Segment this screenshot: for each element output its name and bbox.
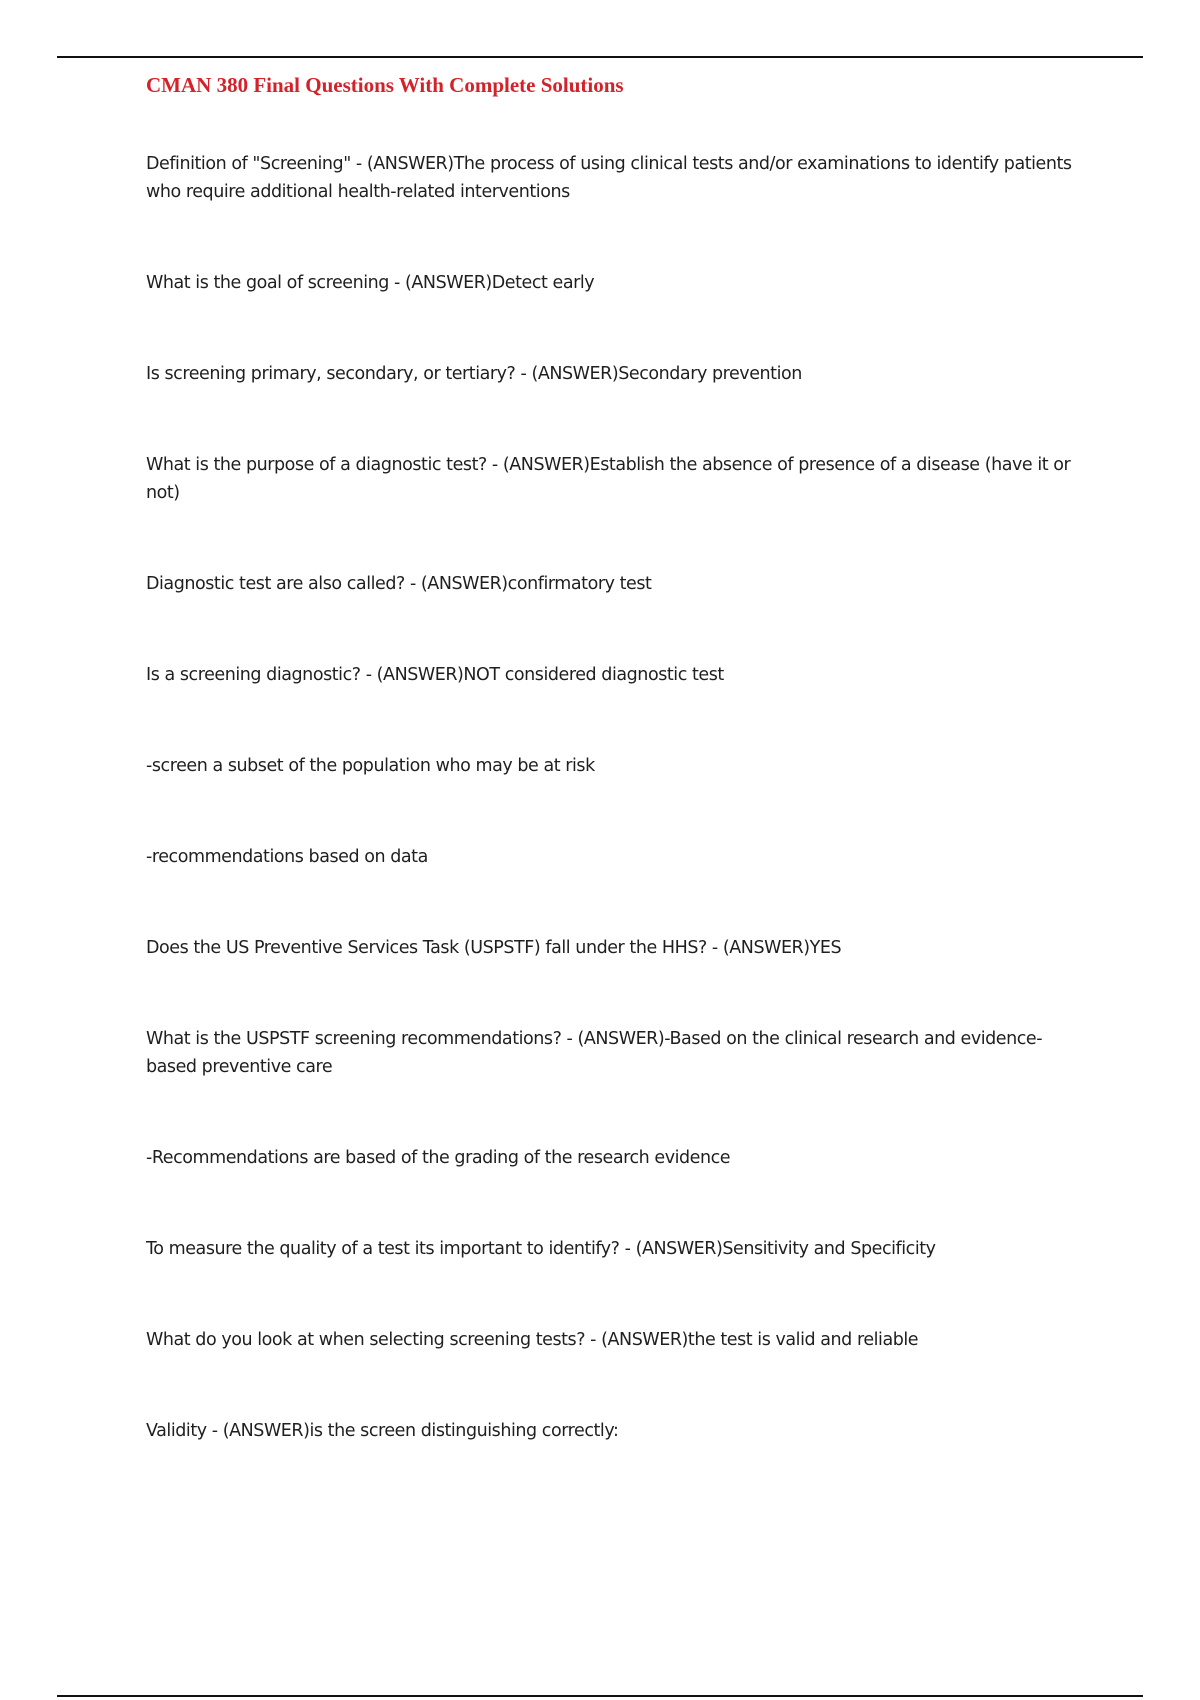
qa-entry: -recommendations based on data xyxy=(146,847,428,867)
qa-list xyxy=(146,150,1086,1445)
qa-entry: Does the US Preventive Services Task (USPSTF) fall under the HHS? - (ANSWER)YES xyxy=(146,938,842,958)
header-rule xyxy=(57,56,1143,58)
document-page xyxy=(146,70,1086,1508)
qa-entry: What do you look at when selecting screening tests? - (ANSWER)the test is valid and reliable xyxy=(146,1330,919,1350)
qa-entry: -screen a subset of the population who may be at risk xyxy=(146,756,595,776)
qa-entry: Diagnostic test are also called? - (ANSWER)confirmatory test xyxy=(146,574,652,594)
qa-entry: Validity - (ANSWER)is the screen distinguishing correctly: xyxy=(146,1421,619,1441)
qa-entry: What is the purpose of a diagnostic test? - (ANSWER)Establish the absence of presence of a disease (have it or not) xyxy=(146,455,1071,503)
qa-entry: To measure the quality of a test its important to identify? - (ANSWER)Sensitivity and Specificity xyxy=(146,1239,936,1259)
qa-entry: -Recommendations are based of the grading of the research evidence xyxy=(146,1148,731,1168)
document-title: CMAN 380 Final Questions With Complete Solutions xyxy=(146,73,624,97)
qa-entry: Is a screening diagnostic? - (ANSWER)NOT considered diagnostic test xyxy=(146,665,724,685)
qa-entry: What is the goal of screening - (ANSWER)Detect early xyxy=(146,273,595,293)
qa-entry: What is the USPSTF screening recommendations? - (ANSWER)-Based on the clinical research and evidence-based preventive care xyxy=(146,1029,1043,1077)
qa-entry: Is screening primary, secondary, or tertiary? - (ANSWER)Secondary prevention xyxy=(146,364,802,384)
qa-entry: Definition of "Screening" - (ANSWER)The process of using clinical tests and/or examinations to identify patients who require additional health-related interventions xyxy=(146,154,1072,202)
footer-rule xyxy=(57,1695,1143,1697)
